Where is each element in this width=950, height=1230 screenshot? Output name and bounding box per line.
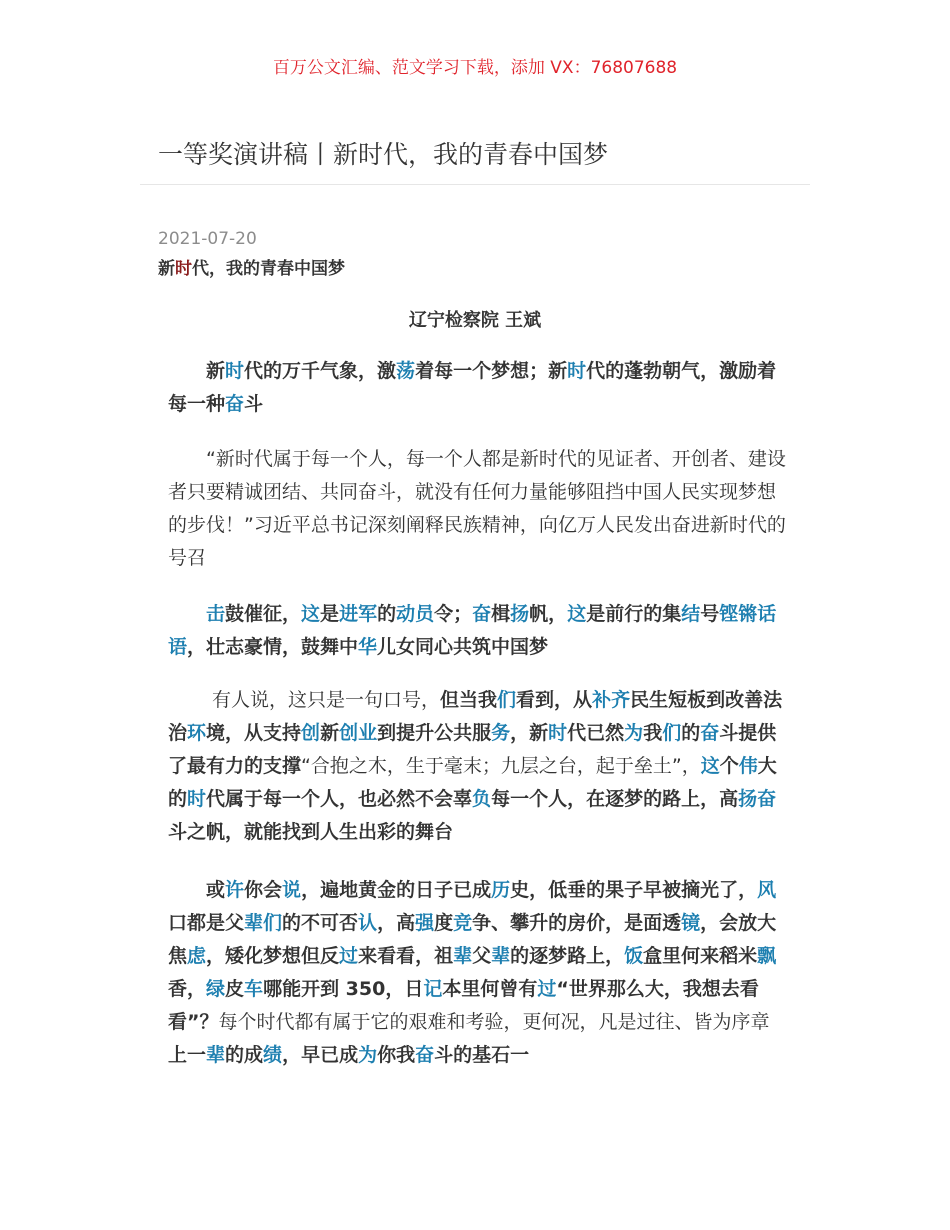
highlight-run: 饭 xyxy=(624,945,644,967)
text-run: 本里何曾有 xyxy=(442,978,538,1000)
highlight-run: 虑 xyxy=(187,945,207,967)
highlight-run: 这 xyxy=(700,755,720,777)
text-run: 来看看，祖 xyxy=(358,945,454,967)
text-run: 斗 xyxy=(244,393,264,415)
highlight-run: 辈 xyxy=(453,945,473,967)
highlight-run: 击 xyxy=(206,603,226,625)
highlight-run: 时 xyxy=(567,360,587,382)
promo-banner: 百万公文汇编、范文学习下载，添加 VX：76807688 xyxy=(272,58,678,78)
highlight-run: 认 xyxy=(358,912,378,934)
text-run: 大的 xyxy=(168,755,777,810)
text-run: 新 xyxy=(206,360,226,382)
highlight-run: 这 xyxy=(301,603,321,625)
highlight-run: 许 xyxy=(225,879,245,901)
paragraph-2 xyxy=(168,443,786,575)
highlight-run: 结 xyxy=(681,603,701,625)
text-run: 你会 xyxy=(244,879,283,901)
text-run: ，会放大焦 xyxy=(168,912,777,967)
highlight-run: 动员 xyxy=(396,603,435,625)
text-run: ，早已成 xyxy=(282,1044,359,1066)
text-run: ，遍地黄金的日子已成 xyxy=(301,879,492,901)
text-run: 斗之帆，就能找到人生出彩的舞台 xyxy=(168,821,454,843)
text-run: ，高 xyxy=(377,912,416,934)
text-run: 代的蓬勃朝气，激励着每一种 xyxy=(168,360,777,415)
text-run: “合抱之木，生于毫末；九层之台，起于垒土”， xyxy=(301,755,701,777)
paragraph-3 xyxy=(168,598,786,664)
article-title: 一等奖演讲稿丨新时代，我的青春中国梦 xyxy=(158,140,609,169)
text-run: 是前行的集 xyxy=(586,603,682,625)
highlight-run: 时 xyxy=(548,722,568,744)
text-run: 但当我 xyxy=(440,689,498,711)
highlight-run: 创业 xyxy=(339,722,378,744)
highlight-run: 记 xyxy=(423,978,443,1000)
highlight-run: 华 xyxy=(358,636,378,658)
text-run: 父 xyxy=(472,945,492,967)
highlight-run: 飘 xyxy=(757,945,777,967)
highlight-run: 伟 xyxy=(738,755,758,777)
highlight-run: 镜 xyxy=(681,912,701,934)
text-run: 我 xyxy=(643,722,663,744)
text-run: 香， xyxy=(168,978,207,1000)
highlight-run: 辈 xyxy=(206,1044,226,1066)
highlight-run: 风 xyxy=(757,879,777,901)
highlight-run: 环 xyxy=(187,722,207,744)
text-run: ，壮志豪情，鼓舞中 xyxy=(187,636,359,658)
text-run: 号 xyxy=(700,603,720,625)
highlight-run: 强 xyxy=(415,912,435,934)
paragraph-5 xyxy=(168,874,786,1072)
highlight-run: 扬 xyxy=(738,788,758,810)
text-run: 口都是父 xyxy=(168,912,245,934)
text-run: 的 xyxy=(377,603,397,625)
highlight-run: 绿 xyxy=(206,978,226,1000)
author-byline: 辽宁检察院 王斌 xyxy=(408,310,542,331)
highlight-run: 绩 xyxy=(263,1044,283,1066)
subtitle-text: 代，我的青春中国梦 xyxy=(192,259,345,279)
text-run: 皮 xyxy=(225,978,245,1000)
article-subtitle xyxy=(158,257,345,281)
text-run: 的不可否 xyxy=(282,912,359,934)
text-run: 有人说，这只是一句口号， xyxy=(212,689,441,711)
text-run: 是 xyxy=(320,603,340,625)
text-run: 争、攀升的房价，是面透 xyxy=(472,912,682,934)
highlight-run: 过 xyxy=(339,945,359,967)
text-run: 每一个人，在逐梦的路上，高 xyxy=(491,788,739,810)
text-run: 新 xyxy=(320,722,340,744)
highlight-run: 奋 xyxy=(757,788,777,810)
text-run: 楫 xyxy=(491,603,511,625)
subtitle-highlight: 时 xyxy=(175,259,192,279)
text-run: ，矮化梦想但反 xyxy=(206,945,340,967)
highlight-run: 奋 xyxy=(415,1044,435,1066)
highlight-run: 奋 xyxy=(225,393,245,415)
publish-date: 2021-07-20 xyxy=(158,229,257,249)
highlight-run: 负 xyxy=(472,788,492,810)
text-run: 或 xyxy=(206,879,226,901)
highlight-run: 进军 xyxy=(339,603,378,625)
text-run: 盒里何来稻米 xyxy=(643,945,758,967)
highlight-run: 为 xyxy=(624,722,644,744)
text-run: 斗提供了最有力的支撑 xyxy=(168,722,777,777)
highlight-run: 时 xyxy=(187,788,207,810)
highlight-run: 车 xyxy=(244,978,264,1000)
text-run: 鼓催征， xyxy=(225,603,302,625)
highlight-run: 创 xyxy=(301,722,321,744)
text-run: 个 xyxy=(719,755,739,777)
text-run: 儿女同心共筑中国梦 xyxy=(377,636,549,658)
text-run: 令； xyxy=(434,603,473,625)
paragraph-4 xyxy=(168,684,786,849)
subtitle-text: 新 xyxy=(158,259,175,279)
highlight-run: 奋 xyxy=(700,722,720,744)
highlight-run: 补齐 xyxy=(592,689,631,711)
highlight-run: 扬 xyxy=(510,603,530,625)
text-run: 的 xyxy=(681,722,701,744)
paragraph-1 xyxy=(168,355,786,421)
highlight-run: 们 xyxy=(662,722,682,744)
highlight-run: 们 xyxy=(497,689,517,711)
text-run: 民生短板到改善法治 xyxy=(168,689,783,744)
text-run: 代已然 xyxy=(567,722,625,744)
text-run: “新时代属于每一个人，每一个人都是新时代的见证者、开创者、建设者只要精诚团结、共同奋斗，就没有任何力量能够阻挡中国人民实现梦想的步伐！”习近平总书记深刻阐释民族精神，向亿万人民发出奋进新时代的号召 xyxy=(168,448,786,569)
text-run: 哪能开到 350，日 xyxy=(263,978,424,1000)
text-run: “世界那么大，我想去看看”？ xyxy=(168,978,759,1033)
highlight-run: 时 xyxy=(225,360,245,382)
text-run: 看到，从 xyxy=(516,689,593,711)
text-run: 史，低垂的果子早被摘光了， xyxy=(510,879,758,901)
text-run: 的逐梦路上， xyxy=(510,945,625,967)
text-run: 帆， xyxy=(529,603,568,625)
highlight-run: 为 xyxy=(358,1044,378,1066)
text-run: 度 xyxy=(434,912,454,934)
highlight-run: 务 xyxy=(491,722,511,744)
text-run: 的成 xyxy=(225,1044,264,1066)
text-run: 你我 xyxy=(377,1044,416,1066)
highlight-run: 辈们 xyxy=(244,912,283,934)
highlight-run: 铿锵话语 xyxy=(168,603,777,658)
text-run: 代属于每一个人，也必然不会辜 xyxy=(206,788,473,810)
text-run: 代的万千气象，激 xyxy=(244,360,397,382)
text-run: ，新 xyxy=(510,722,549,744)
highlight-run: 荡 xyxy=(396,360,416,382)
text-run: 每个时代都有属于它的艰难和考验，更何况，凡是过往、皆为序章 xyxy=(218,1011,770,1033)
text-run: 斗的基石一 xyxy=(434,1044,530,1066)
text-run: 上一 xyxy=(168,1044,207,1066)
text-run: 境，从支持 xyxy=(206,722,302,744)
highlight-run: 这 xyxy=(567,603,587,625)
highlight-run: 历 xyxy=(491,879,511,901)
highlight-run: 说 xyxy=(282,879,302,901)
highlight-run: 过 xyxy=(537,978,557,1000)
highlight-run: 奋 xyxy=(472,603,492,625)
highlight-run: 辈 xyxy=(491,945,511,967)
highlight-run: 竞 xyxy=(453,912,473,934)
text-run: 到提升公共服 xyxy=(377,722,492,744)
text-run: 着每一个梦想；新 xyxy=(415,360,568,382)
title-divider xyxy=(140,184,810,185)
